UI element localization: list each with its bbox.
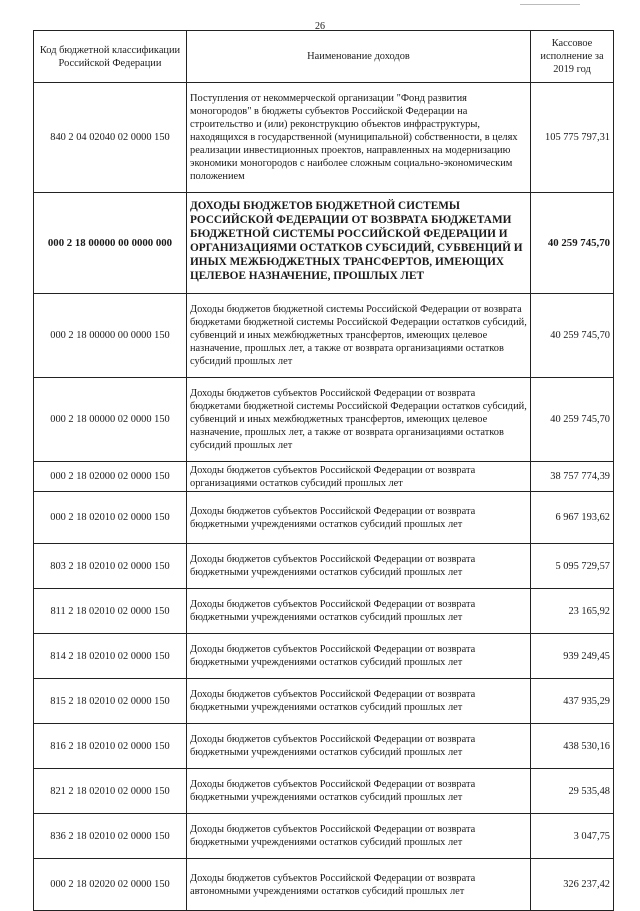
table-row xyxy=(34,634,614,679)
row-sum: 437 935,29 xyxy=(531,679,614,724)
table-row xyxy=(34,769,614,814)
row-sum: 438 530,16 xyxy=(531,724,614,769)
row-code: 000 2 18 00000 02 0000 150 xyxy=(34,378,187,462)
row-sum: 5 095 729,57 xyxy=(531,544,614,589)
row-name: Доходы бюджетов субъектов Российской Федерации от возврата бюджетными учреждениями остатков субсидий прошлых лет xyxy=(187,814,531,859)
row-name: Доходы бюджетов субъектов Российской Федерации от возврата автономными учреждениями остатков субсидий прошлых лет xyxy=(187,859,531,911)
table-row xyxy=(34,679,614,724)
row-sum: 939 249,45 xyxy=(531,634,614,679)
row-name: Доходы бюджетов субъектов Российской Федерации от возврата бюджетными учреждениями остатков субсидий прошлых лет xyxy=(187,769,531,814)
table-row xyxy=(34,193,614,294)
row-name: Поступления от некоммерческой организации "Фонд развития моногородов" в бюджеты субъектов Российской Федерации на строительство и (или) реконструкцию объектов инфраструктуры, находящихся в государственной (муниципальной) собственности, в целях реализации инвестиционных проектов, направленных на модернизацию экономики моногородов с наиболее сложным социально-экономическим положением xyxy=(187,83,531,193)
row-sum: 38 757 774,39 xyxy=(531,462,614,492)
row-code: 816 2 18 02010 02 0000 150 xyxy=(34,724,187,769)
row-sum: 40 259 745,70 xyxy=(531,294,614,378)
row-name: Доходы бюджетов субъектов Российской Федерации от возврата бюджетными учреждениями остатков субсидий прошлых лет xyxy=(187,492,531,544)
row-name: Доходы бюджетов субъектов Российской Федерации от возврата бюджетами бюджетной системы Российской Федерации остатков субсидий, субвенций и иных межбюджетных трансфертов, имеющих целевое назначение, прошлых лет, а также от возврата организациями остатков субсидий прошлых лет xyxy=(187,378,531,462)
row-name: Доходы бюджетов бюджетной системы Российской Федерации от возврата бюджетами бюджетной системы Российской Федерации остатков субсидий, субвенций и иных межбюджетных трансфертов, имеющих целевое назначение, прошлых лет, а также от возврата организациями остатков субсидий прошлых лет xyxy=(187,294,531,378)
row-name: Доходы бюджетов субъектов Российской Федерации от возврата бюджетными учреждениями остатков субсидий прошлых лет xyxy=(187,724,531,769)
row-code: 000 2 18 02020 02 0000 150 xyxy=(34,859,187,911)
row-name: ДОХОДЫ БЮДЖЕТОВ БЮДЖЕТНОЙ СИСТЕМЫ РОССИЙСКОЙ ФЕДЕРАЦИИ ОТ ВОЗВРАТА БЮДЖЕТАМИ БЮДЖЕТНОЙ СИСТЕМЫ РОССИЙСКОЙ ФЕДЕРАЦИИ И ОРГАНИЗАЦИЯМИ ОСТАТКОВ СУБСИДИЙ, СУБВЕНЦИЙ И ИНЫХ МЕЖБЮДЖЕТНЫХ ТРАНСФЕРТОВ, ИМЕЮЩИХ ЦЕЛЕВОЕ НАЗНАЧЕНИЕ, ПРОШЛЫХ ЛЕТ xyxy=(187,193,531,294)
table-row xyxy=(34,378,614,462)
table-row xyxy=(34,83,614,193)
row-code: 811 2 18 02010 02 0000 150 xyxy=(34,589,187,634)
row-name: Доходы бюджетов субъектов Российской Федерации от возврата организациями остатков субсидий прошлых лет xyxy=(187,462,531,492)
table-body xyxy=(34,83,614,911)
top-rule xyxy=(520,4,580,5)
table-row xyxy=(34,724,614,769)
row-code: 836 2 18 02010 02 0000 150 xyxy=(34,814,187,859)
row-sum: 326 237,42 xyxy=(531,859,614,911)
table-row xyxy=(34,294,614,378)
table-row xyxy=(34,589,614,634)
budget-revenue-table xyxy=(33,30,614,911)
row-code: 000 2 18 00000 00 0000 000 xyxy=(34,193,187,294)
table-row xyxy=(34,462,614,492)
table-row xyxy=(34,544,614,589)
table-row xyxy=(34,492,614,544)
row-sum: 3 047,75 xyxy=(531,814,614,859)
header-name: Наименование доходов xyxy=(187,31,531,83)
row-name: Доходы бюджетов субъектов Российской Федерации от возврата бюджетными учреждениями остатков субсидий прошлых лет xyxy=(187,589,531,634)
row-sum: 23 165,92 xyxy=(531,589,614,634)
row-name: Доходы бюджетов субъектов Российской Федерации от возврата бюджетными учреждениями остатков субсидий прошлых лет xyxy=(187,544,531,589)
table-row xyxy=(34,859,614,911)
row-code: 821 2 18 02010 02 0000 150 xyxy=(34,769,187,814)
table-header-row xyxy=(34,31,614,83)
page-number: 26 xyxy=(315,21,325,32)
row-code: 840 2 04 02040 02 0000 150 xyxy=(34,83,187,193)
row-code: 815 2 18 02010 02 0000 150 xyxy=(34,679,187,724)
row-code: 803 2 18 02010 02 0000 150 xyxy=(34,544,187,589)
row-sum: 29 535,48 xyxy=(531,769,614,814)
header-sum: Кассовое исполнение за 2019 год xyxy=(531,31,614,83)
header-code: Код бюджетной классификации Российской Федерации xyxy=(34,31,187,83)
table-row xyxy=(34,814,614,859)
row-code: 000 2 18 00000 00 0000 150 xyxy=(34,294,187,378)
row-sum: 40 259 745,70 xyxy=(531,378,614,462)
row-code: 000 2 18 02010 02 0000 150 xyxy=(34,492,187,544)
row-sum: 40 259 745,70 xyxy=(531,193,614,294)
row-name: Доходы бюджетов субъектов Российской Федерации от возврата бюджетными учреждениями остатков субсидий прошлых лет xyxy=(187,634,531,679)
row-sum: 6 967 193,62 xyxy=(531,492,614,544)
row-sum: 105 775 797,31 xyxy=(531,83,614,193)
row-name: Доходы бюджетов субъектов Российской Федерации от возврата бюджетными учреждениями остатков субсидий прошлых лет xyxy=(187,679,531,724)
row-code: 814 2 18 02010 02 0000 150 xyxy=(34,634,187,679)
row-code: 000 2 18 02000 02 0000 150 xyxy=(34,462,187,492)
